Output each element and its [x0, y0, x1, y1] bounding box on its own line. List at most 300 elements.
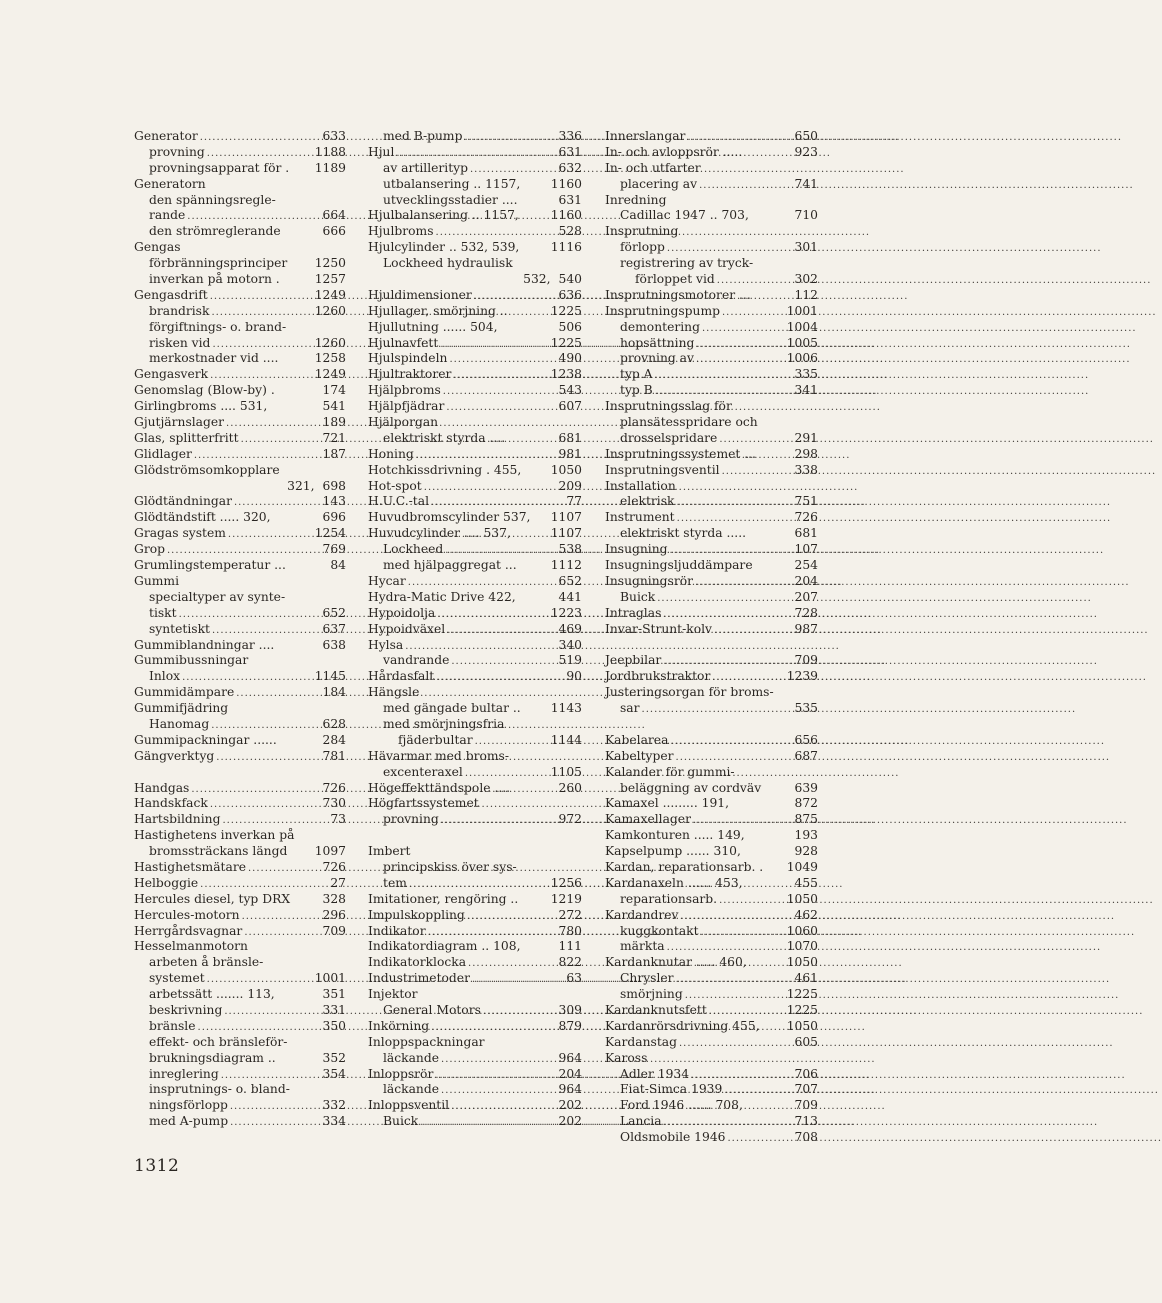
entry-term: Fiat-Simca 1939	[620, 1082, 723, 1097]
entry-term: Hercules-motorn	[134, 907, 240, 922]
index-entry	[605, 876, 818, 892]
dot-leader	[462, 130, 558, 146]
index-entry	[134, 828, 346, 844]
index-entry	[134, 669, 346, 685]
dot-leader	[665, 241, 795, 257]
page-number: 1312	[134, 1156, 180, 1176]
entry-page-ref: 1006	[786, 351, 818, 366]
index-entry	[368, 701, 582, 717]
dot-leader	[429, 1020, 558, 1036]
index-entry	[134, 336, 346, 352]
entry-term: Hjälpfjädrar	[368, 399, 445, 414]
dot-leader	[228, 1099, 323, 1115]
entry-term: Industrimetoder	[368, 971, 470, 986]
entry-page-ref: 1225	[786, 987, 818, 1002]
entry-page-ref: 928	[794, 844, 818, 859]
entry-page-ref: 174	[322, 383, 346, 398]
entry-page-ref: 469	[558, 621, 582, 636]
entry-term: Hanomag	[149, 716, 210, 731]
index-entry	[134, 224, 346, 240]
entry-term: Glas, splitterfritt	[134, 430, 239, 445]
index-entry	[368, 1098, 582, 1114]
entry-page-ref: 1143	[550, 701, 582, 716]
index-entry	[368, 908, 582, 924]
entry-term: bränsle	[149, 1018, 196, 1033]
entry-term: registrering av tryck-	[620, 256, 754, 271]
index-entry	[134, 288, 346, 304]
entry-term: läckande	[383, 1050, 440, 1065]
index-entry	[368, 304, 582, 320]
entry-term: Kaross	[605, 1050, 648, 1065]
dot-leader	[463, 766, 551, 782]
entry-page-ref: 1225	[550, 335, 582, 350]
entry-term: tem	[383, 875, 407, 890]
index-entry	[605, 828, 818, 844]
entry-term: General Motors	[383, 1002, 481, 1017]
index-entry	[368, 844, 582, 860]
entry-page-ref: 1260	[314, 335, 346, 350]
entry-term: Huvudcylinder .... 537,	[368, 526, 511, 541]
entry-page-ref: 519	[558, 653, 582, 668]
entry-page-ref: 352	[322, 1050, 346, 1065]
dot-leader	[205, 972, 315, 988]
index-entry	[368, 1067, 582, 1083]
dot-leader	[715, 273, 795, 289]
entry-page-ref: 302	[794, 272, 818, 287]
entry-term: Chrysler	[620, 971, 674, 986]
index-entry	[368, 653, 582, 669]
entry-page-ref: 1160	[550, 208, 582, 223]
index-entry	[134, 526, 346, 542]
index-column-2	[368, 129, 582, 1130]
entry-term: plansätesspridare och	[620, 415, 758, 430]
dot-leader	[661, 654, 794, 670]
index-entry	[605, 1051, 818, 1067]
dot-leader	[674, 495, 794, 511]
index-entry	[605, 812, 818, 828]
entry-term: läckande	[383, 1082, 440, 1097]
index-entry	[368, 399, 582, 415]
index-entry	[368, 447, 582, 463]
entry-page-ref: 1225	[786, 1002, 818, 1017]
index-entry	[134, 908, 346, 924]
entry-term: arbetssätt ....... 113,	[149, 987, 275, 1002]
entry-term: Gängverktyg	[134, 748, 215, 763]
index-entry	[605, 336, 818, 352]
index-entry	[134, 1098, 346, 1114]
index-entry	[605, 1114, 818, 1130]
index-entry	[605, 971, 818, 987]
dot-leader	[224, 416, 322, 432]
index-entry	[368, 494, 582, 510]
entry-term: elektriskt styrda ....	[383, 430, 506, 445]
entry-term: Herrgårdsvagnar	[134, 923, 243, 938]
entry-term: Hycar	[368, 573, 406, 588]
index-entry	[605, 431, 818, 447]
entry-page-ref: 1050	[550, 462, 582, 477]
entry-term: typ A	[620, 367, 653, 382]
dot-leader	[697, 178, 794, 194]
index-entry	[368, 781, 582, 797]
entry-page-ref: 696	[322, 510, 346, 525]
dot-leader	[180, 670, 315, 686]
index-entry	[368, 161, 582, 177]
entry-page-ref: 1112	[550, 558, 582, 573]
index-entry	[134, 685, 346, 701]
index-entry	[134, 161, 346, 177]
index-entry	[605, 351, 818, 367]
entry-term: insprutnings- o. bland-	[149, 1082, 290, 1097]
entry-term: Lockheed	[383, 542, 444, 557]
entry-page-ref: 636	[558, 287, 582, 302]
entry-page-ref: 1239	[786, 669, 818, 684]
dot-leader	[655, 591, 794, 607]
index-entry	[605, 479, 818, 495]
index-entry	[134, 129, 346, 145]
entry-term: Genomslag (Blow-by) .	[134, 383, 275, 398]
entry-page-ref: 77	[566, 494, 582, 509]
entry-term: Ford 1946 ...... 708,	[620, 1098, 743, 1113]
index-entry	[605, 272, 818, 288]
entry-page-ref: 698	[322, 478, 346, 493]
entry-term: Buick	[620, 589, 656, 604]
entry-page-ref: 538	[558, 542, 582, 557]
entry-page-ref: 1188	[314, 144, 346, 159]
entry-page-ref: 706	[794, 1066, 818, 1081]
entry-term: Hesselmanmotorn	[134, 939, 248, 954]
entry-page-ref: 187	[322, 446, 346, 461]
dot-leader	[720, 305, 787, 321]
index-entry	[368, 383, 582, 399]
index-entry	[134, 955, 346, 971]
index-entry	[134, 240, 346, 256]
dot-leader	[468, 162, 559, 178]
entry-page-ref: 202	[558, 1098, 582, 1113]
entry-page-ref: 713	[794, 1114, 818, 1129]
dot-leader	[674, 750, 795, 766]
entry-term: sar	[620, 701, 640, 716]
index-entry	[368, 860, 582, 876]
index-entry	[134, 638, 346, 654]
index-entry	[134, 494, 346, 510]
index-entry	[368, 510, 582, 526]
entry-term: Glödtändstift ..... 320,	[134, 510, 271, 525]
entry-term: Huvudbromscylinder 537,	[368, 510, 531, 525]
dot-leader	[473, 734, 551, 750]
entry-term: provning av	[620, 351, 694, 366]
index-entry	[134, 1019, 346, 1035]
dot-leader	[394, 146, 558, 162]
dot-leader	[426, 925, 559, 941]
index-entry	[134, 193, 346, 209]
entry-term: fjäderbultar	[398, 732, 473, 747]
entry-term: Imitationer, rengöring ..	[368, 891, 519, 906]
entry-term: 321,	[287, 478, 315, 493]
index-entry	[134, 1003, 346, 1019]
index-entry	[605, 224, 818, 240]
entry-term: In- och avloppsrör .....	[605, 144, 743, 159]
index-entry	[605, 622, 818, 638]
index-entry	[134, 542, 346, 558]
entry-term: Installation	[605, 478, 676, 493]
entry-term: Gummipackningar ......	[134, 732, 277, 747]
dot-leader	[205, 146, 315, 162]
index-entry	[605, 1130, 818, 1146]
dot-leader	[214, 750, 322, 766]
index-entry	[368, 256, 582, 272]
entry-term: med hjälpaggregat ...	[383, 558, 517, 573]
dot-leader	[439, 1052, 559, 1068]
index-entry	[605, 161, 818, 177]
index-entry	[605, 177, 818, 193]
dot-leader	[712, 623, 795, 639]
dot-leader	[434, 225, 559, 241]
entry-page-ref: 728	[794, 605, 818, 620]
index-entry	[368, 574, 582, 590]
index-entry	[605, 399, 818, 415]
entry-term: Inredning	[605, 192, 667, 207]
entry-page-ref: 1189	[314, 160, 346, 175]
entry-page-ref: 331	[322, 1002, 346, 1017]
dot-leader	[717, 893, 787, 909]
entry-term: Invar-Strunt-kolv	[605, 621, 713, 636]
index-entry	[368, 193, 582, 209]
index-entry	[134, 431, 346, 447]
entry-page-ref: 1001	[786, 303, 818, 318]
index-entry	[605, 240, 818, 256]
entry-term: specialtyper av synte-	[149, 589, 286, 604]
entry-term: principskiss över sys-	[383, 859, 517, 874]
index-entry	[368, 955, 582, 971]
index-entry	[605, 558, 818, 574]
index-entry	[605, 129, 818, 145]
entry-page-ref: 1097	[314, 844, 346, 859]
entry-page-ref: 730	[322, 796, 346, 811]
index-entry	[605, 542, 818, 558]
entry-term: Insprutningsmotorer ...	[605, 287, 751, 302]
entry-page-ref: 1005	[786, 335, 818, 350]
entry-term: Justeringsorgan för broms-	[605, 685, 774, 700]
index-entry	[605, 781, 818, 797]
entry-page-ref: 543	[558, 383, 582, 398]
dot-leader	[208, 289, 315, 305]
entry-term: förgiftnings- o. brand-	[149, 319, 287, 334]
dot-leader	[219, 1068, 323, 1084]
entry-page-ref: 1256	[550, 875, 582, 890]
index-entry	[134, 479, 346, 495]
entry-term: Gengas	[134, 240, 181, 255]
entry-term: smörjning	[620, 987, 683, 1002]
entry-term: Insprutningssystemet ...	[605, 446, 756, 461]
entry-term: Kardanknutar ..... 460,	[605, 955, 747, 970]
index-entry	[368, 526, 582, 542]
entry-term: förloppet vid	[635, 272, 715, 287]
dot-leader	[694, 352, 787, 368]
entry-page-ref: 628	[322, 716, 346, 731]
entry-term: elektrisk	[620, 494, 675, 509]
dot-leader	[407, 877, 551, 893]
index-entry	[605, 590, 818, 606]
entry-term: provning	[149, 144, 205, 159]
entry-term: Kapselpump ...... 310,	[605, 844, 741, 859]
index-entry	[368, 431, 582, 447]
entry-page-ref: 73	[330, 812, 346, 827]
entry-page-ref: 27	[330, 875, 346, 890]
entry-page-ref: 254	[794, 558, 818, 573]
dot-leader	[177, 607, 323, 623]
entry-term: utbalansering .. 1157,	[383, 176, 521, 191]
entry-page-ref: 681	[794, 526, 818, 541]
entry-page-ref: 328	[322, 891, 346, 906]
entry-page-ref: 111	[558, 939, 582, 954]
dot-leader	[209, 305, 314, 321]
index-entry	[134, 320, 346, 336]
entry-term: Innerslangar	[605, 129, 686, 143]
entry-page-ref: 1004	[786, 319, 818, 334]
index-entry	[368, 717, 582, 733]
index-entry	[134, 812, 346, 828]
index-entry	[368, 733, 582, 749]
entry-page-ref: 664	[322, 208, 346, 223]
dot-leader	[679, 909, 795, 925]
index-entry	[605, 939, 818, 955]
entry-term: Hjulbroms	[368, 224, 434, 239]
entry-page-ref: 204	[794, 573, 818, 588]
entry-page-ref: 708	[794, 1130, 818, 1145]
dot-leader	[653, 368, 795, 384]
dot-leader	[242, 925, 322, 941]
index-entry	[368, 971, 582, 987]
index-entry	[134, 987, 346, 1003]
dot-leader	[439, 1083, 559, 1099]
entry-term: Generatorn	[134, 176, 206, 191]
entry-term: Gummifjädring	[134, 701, 229, 716]
dot-leader	[209, 718, 322, 734]
entry-term: brandrisk	[149, 303, 210, 318]
dot-leader	[449, 1099, 558, 1115]
index-entry	[134, 256, 346, 272]
entry-page-ref: 338	[794, 462, 818, 477]
entry-page-ref: 638	[322, 637, 346, 652]
index-entry	[605, 749, 818, 765]
dot-leader	[661, 607, 794, 623]
entry-term: Inlox	[149, 669, 181, 684]
entry-page-ref: 1070	[786, 939, 818, 954]
dot-leader	[192, 448, 323, 464]
entry-page-ref: 291	[794, 430, 818, 445]
dot-leader	[403, 639, 558, 655]
index-entry	[605, 733, 818, 749]
entry-term: förlopp	[620, 240, 665, 255]
dot-leader	[707, 1004, 787, 1020]
index-entry	[134, 558, 346, 574]
entry-page-ref: 709	[322, 923, 346, 938]
entry-page-ref: 441	[558, 589, 582, 604]
entry-term: Gummidämpare	[134, 685, 235, 700]
index-entry	[368, 796, 582, 812]
entry-page-ref: 1258	[314, 351, 346, 366]
dot-leader	[239, 432, 323, 448]
index-entry	[368, 415, 582, 431]
entry-page-ref: 184	[322, 685, 346, 700]
entry-page-ref: 650	[794, 129, 818, 143]
entry-page-ref: 822	[558, 955, 582, 970]
entry-term: Kabeltyper	[605, 748, 674, 763]
entry-term: Insugning	[605, 542, 668, 557]
entry-page-ref: 260	[558, 780, 582, 795]
entry-term: elektriskt styrda .....	[620, 526, 747, 541]
entry-term: Jeepbilar	[605, 653, 662, 668]
entry-term: Buick	[383, 1114, 419, 1129]
index-entry	[605, 892, 818, 908]
entry-page-ref: 1238	[550, 367, 582, 382]
entry-page-ref: 535	[794, 701, 818, 716]
index-entry	[134, 781, 346, 797]
entry-term: Gummiblandningar ....	[134, 637, 275, 652]
entry-page-ref: 972	[558, 812, 582, 827]
entry-term: Impulskoppling	[368, 907, 465, 922]
entry-page-ref: 107	[794, 542, 818, 557]
entry-page-ref: 1105	[550, 764, 582, 779]
entry-page-ref: 981	[558, 446, 582, 461]
entry-page-ref: 923	[794, 144, 818, 159]
index-entry	[368, 685, 582, 701]
index-entry	[134, 653, 346, 669]
entry-term: Hårdasfalt	[368, 669, 435, 684]
entry-page-ref: 1219	[550, 891, 582, 906]
entry-page-ref: 63	[566, 971, 582, 986]
entry-term: med gängade bultar ..	[383, 701, 521, 716]
entry-term: Kamaxel ......... 191,	[605, 796, 730, 811]
index-entry	[134, 844, 346, 860]
index-entry	[605, 193, 818, 209]
index-entry	[134, 749, 346, 765]
entry-page-ref: 741	[794, 176, 818, 191]
entry-term: Kardandrev	[605, 907, 679, 922]
entry-term: arbeten å bränsle-	[149, 955, 264, 970]
index-entry	[134, 447, 346, 463]
entry-page-ref: 872	[794, 796, 818, 811]
index-entry	[605, 1082, 818, 1098]
entry-page-ref: 709	[794, 1098, 818, 1113]
entry-term: Gragas system	[134, 526, 226, 541]
dot-leader	[674, 972, 795, 988]
dot-leader	[210, 623, 323, 639]
entry-term: Hylsa	[368, 637, 404, 652]
index-entry	[368, 463, 582, 479]
entry-term: inverkan på motorn .	[149, 272, 280, 287]
entry-page-ref: 1254	[314, 526, 346, 541]
index-entry	[605, 1019, 818, 1035]
entry-page-ref: 204	[558, 1066, 582, 1081]
index-entry	[605, 955, 818, 971]
entry-page-ref: 189	[322, 415, 346, 430]
entry-page-ref: 879	[558, 1018, 582, 1033]
dot-leader	[691, 813, 795, 829]
entry-page-ref: 987	[794, 621, 818, 636]
entry-term: Kamaxellager	[605, 812, 691, 827]
entry-term: beläggning av cordväv	[620, 780, 762, 795]
entry-term: Jordbrukstraktor	[605, 669, 711, 684]
index-entry	[605, 1098, 818, 1114]
entry-term: Indikatordiagram .. 108,	[368, 939, 521, 954]
entry-page-ref: 726	[794, 510, 818, 525]
entry-page-ref: 335	[794, 367, 818, 382]
dot-leader	[668, 734, 794, 750]
dot-leader	[189, 782, 322, 798]
entry-page-ref: 462	[794, 907, 818, 922]
entry-term: Hjuldimensioner	[368, 287, 472, 302]
